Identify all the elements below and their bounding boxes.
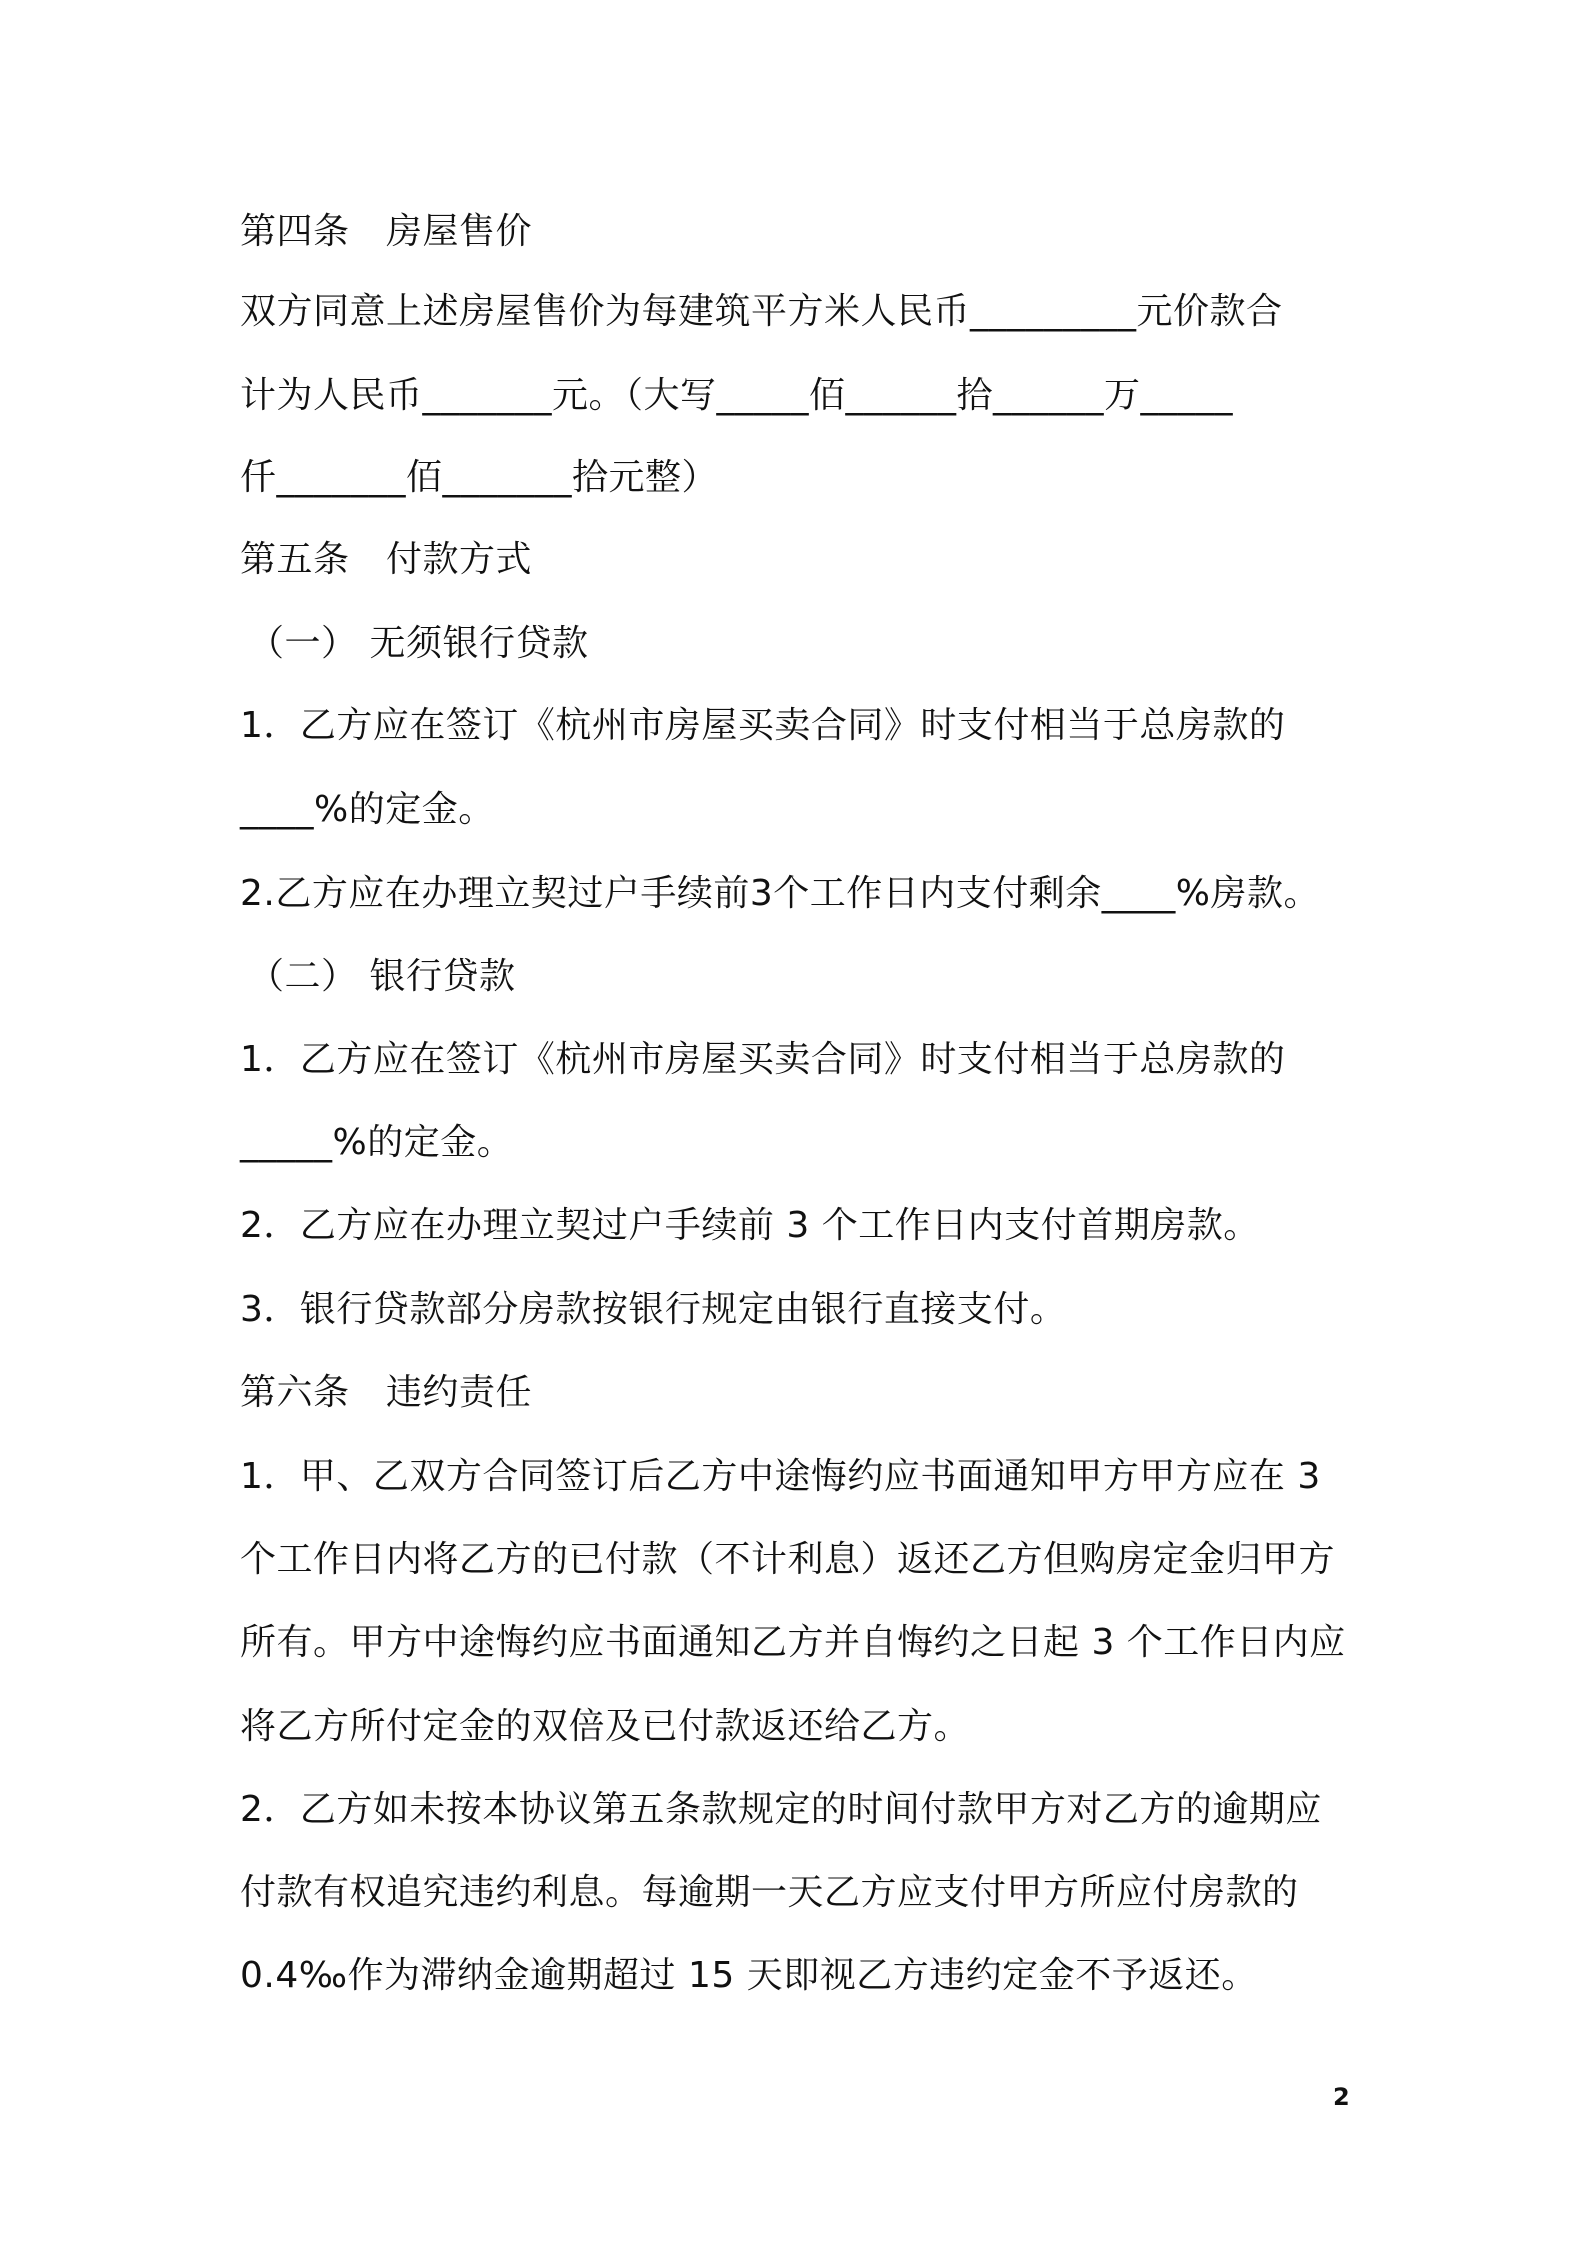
breach-item-1-line-2: 个工作日内将乙方的已付款（不计利息）返还乙方但购房定金归甲方	[240, 1539, 1336, 1580]
bank-loan-item-1-line-2: _____%的定金。	[240, 1122, 514, 1163]
bank-loan-item-2: 2．乙方应在办理立契过户手续前 3 个工作日内支付首期房款。	[240, 1205, 1260, 1246]
article-4-text-line-1: 双方同意上述房屋售价为每建筑平方米人民币_________元价款合	[240, 291, 1283, 332]
no-loan-item-2: 2.乙方应在办理立契过户手续前3个工作日内支付剩余____%房款。	[240, 873, 1320, 914]
bank-loan-item-1-line-1: 1．乙方应在签订《杭州市房屋买卖合同》时支付相当于总房款的	[240, 1039, 1286, 1080]
breach-item-2-line-1: 2．乙方如未按本协议第五条款规定的时间付款甲方对乙方的逾期应	[240, 1789, 1322, 1830]
breach-item-1-line-3: 所有。甲方中途悔约应书面通知乙方并自悔约之日起 3 个工作日内应	[240, 1622, 1346, 1663]
breach-item-1-line-1: 1．甲、乙双方合同签订后乙方中途悔约应书面通知甲方甲方应在 3	[240, 1456, 1321, 1497]
section-bank-loan-heading: （二） 银行贷款	[248, 956, 516, 997]
article-4-text-line-2: 计为人民币_______元。（大写_____佰______拾______万_____	[240, 375, 1234, 416]
breach-item-1-line-4: 将乙方所付定金的双倍及已付款返还给乙方。	[240, 1706, 971, 1747]
no-loan-item-1-line-1: 1．乙方应在签订《杭州市房屋买卖合同》时支付相当于总房款的	[240, 705, 1286, 746]
page-number: 2	[1333, 2083, 1350, 2111]
section-no-loan-heading: （一） 无须银行贷款	[248, 623, 589, 664]
no-loan-item-1-line-2: ____%的定金。	[240, 789, 495, 830]
article-6-heading: 第六条 违约责任	[240, 1372, 533, 1413]
breach-item-2-line-3: 0.4‰作为滞纳金逾期超过 15 天即视乙方违约定金不予返还。	[240, 1955, 1258, 1996]
article-4-heading: 第四条 房屋售价	[240, 211, 533, 252]
article-5-heading: 第五条 付款方式	[240, 539, 533, 580]
article-4-text-line-3: 仟_______佰_______拾元整）	[240, 457, 719, 498]
bank-loan-item-3: 3．银行贷款部分房款按银行规定由银行直接支付。	[240, 1289, 1067, 1330]
breach-item-2-line-2: 付款有权追究违约利息。每逾期一天乙方应支付甲方所应付房款的	[240, 1872, 1299, 1913]
